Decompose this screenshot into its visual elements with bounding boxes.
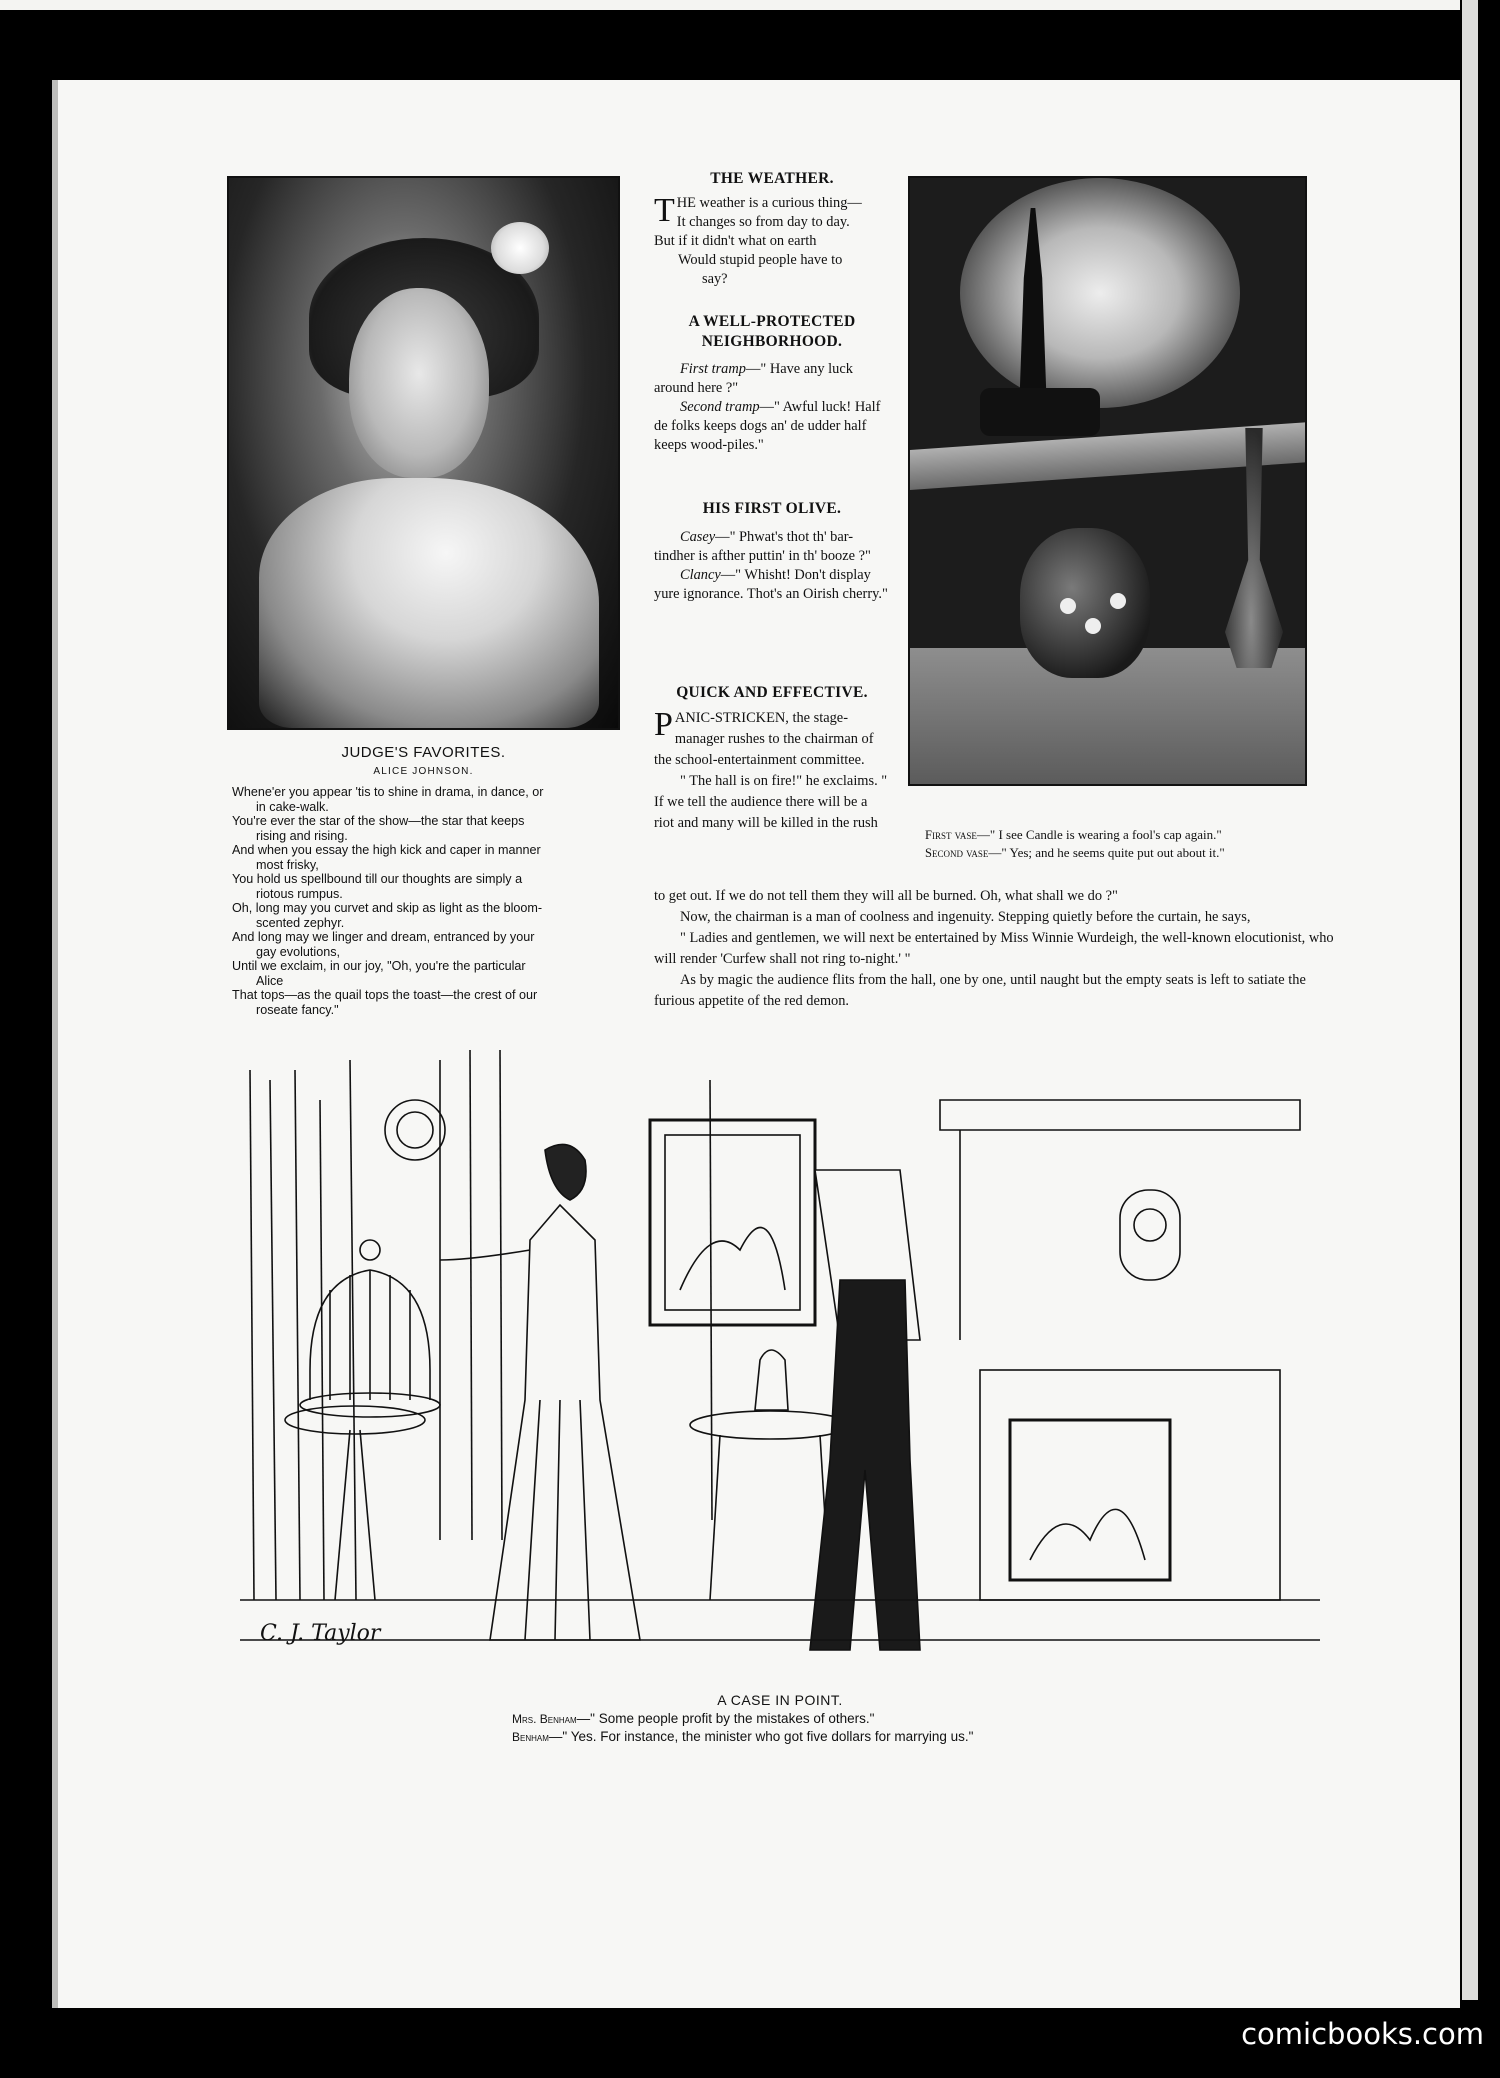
candle-glow	[960, 178, 1240, 408]
candle-base	[980, 388, 1100, 436]
effective-para-5: " Ladies and gentlemen, we will next be entertained by Miss Winnie Wurdeigh, the well-known elocutionist, who will render 'Curfew shall not ring to-night.' "	[654, 930, 1334, 967]
clancy-label: Clancy	[680, 567, 721, 583]
poem-lines	[232, 785, 627, 1017]
poem-line: gay evolutions,	[256, 944, 341, 959]
still-life-photo	[908, 176, 1307, 786]
benham-label: Benham	[512, 1730, 549, 1744]
poem-line: You're ever the star of the show—the star that keeps	[232, 814, 525, 828]
neighborhood-text	[654, 360, 890, 455]
effective-heading: QUICK AND EFFECTIVE.	[676, 684, 868, 701]
portrait-hair-flower	[491, 222, 549, 274]
jar-flower	[1060, 598, 1076, 614]
poem-line: Until we exclaim, in our joy, "Oh, you're the particular	[232, 959, 526, 973]
poem-line: in cake-walk.	[256, 799, 329, 814]
poem-line: You hold us spellbound till our thoughts are simply a	[232, 872, 523, 886]
poem-line: Alice	[256, 973, 284, 988]
weather-line-2: It changes so from day to day.	[676, 214, 850, 230]
portrait-caption-name: ALICE JOHNSON.	[373, 766, 474, 777]
effective-para-4: Now, the chairman is a man of coolness and ingenuity. Stepping quietly before the curtain, he says,	[680, 909, 1251, 925]
effective-dropcap: P	[654, 706, 673, 743]
scan-paper-edge	[0, 0, 1460, 10]
effective-para-2: " The hall is on fire!" he exclaims. " If we tell the audience there will be a riot and many will be killed in the rush	[654, 773, 888, 831]
favorites-poem	[232, 785, 627, 1017]
effective-text-column	[654, 708, 890, 834]
actress-portrait-photo	[227, 176, 620, 730]
first-vase-line: —" I see Candle is wearing a fool's cap again."	[976, 827, 1222, 842]
weather-line-4: Would stupid people have to	[678, 252, 843, 268]
weather-line-1: HE weather is a curious thing—	[676, 195, 862, 211]
poem-line: roseate fancy."	[256, 1002, 339, 1017]
first-tramp-label: First tramp	[680, 361, 746, 377]
second-tramp-line: —" Awful luck! Half de folks keeps dogs an' de udder half keeps wood-piles."	[654, 399, 881, 453]
case-in-point-illustration	[240, 1040, 1320, 1684]
second-vase-line: —" Yes; and he seems quite put out about it."	[988, 845, 1225, 860]
casey-line: —" Phwat's thot th' bar-tindher is afther puttin' in th' booze ?"	[654, 529, 871, 564]
effective-text-wide	[654, 886, 1344, 1012]
mrs-benham-label: Mrs. Benham	[512, 1712, 577, 1726]
second-vase-label: Second vase	[925, 846, 989, 860]
page-binding-edge	[52, 80, 58, 2008]
illustrator-signature: C. J. Taylor	[260, 1621, 381, 1646]
decorated-jar	[1020, 528, 1150, 678]
casey-label: Casey	[680, 529, 716, 545]
effective-para-6: As by magic the audience flits from the hall, one by one, until naught but the empty seats is left to satiate the furious appetite of the red demon.	[654, 972, 1306, 1009]
weather-line-3: But if it didn't what on earth	[654, 233, 817, 249]
vase-caption	[925, 826, 1345, 862]
illustration-caption-title: A CASE IN POINT.	[717, 1692, 843, 1708]
poem-line: That tops—as the quail tops the toast—the crest of our	[232, 988, 538, 1002]
jar-flower	[1110, 593, 1126, 609]
illustration-caption	[512, 1710, 1212, 1746]
first-tramp-line: —" Have any luck around here ?"	[654, 361, 853, 396]
portrait-feather-boa	[259, 478, 599, 728]
olive-text	[654, 528, 890, 604]
poem-line: riotous rumpus.	[256, 886, 343, 901]
poem-line: rising and rising.	[256, 828, 348, 843]
scan-right-shadow	[1478, 0, 1500, 2000]
poem-line: Oh, long may you curvet and skip as light as the bloom-	[232, 901, 543, 915]
benham-line: —" Yes. For instance, the minister who got five dollars for marrying us."	[548, 1729, 974, 1744]
weather-heading: THE WEATHER.	[710, 170, 834, 187]
weather-dropcap: T	[654, 192, 675, 229]
site-watermark: comicbooks.com	[1241, 2017, 1484, 2051]
portrait-face	[349, 288, 489, 478]
weather-poem	[654, 194, 890, 289]
effective-para-3: to get out. If we do not tell them they will all be burned. Oh, what shall we do ?"	[654, 888, 1118, 904]
poem-line: most frisky,	[256, 857, 319, 872]
weather-line-5: say?	[702, 271, 728, 287]
olive-heading: HIS FIRST OLIVE.	[702, 500, 842, 517]
neighborhood-heading: A WELL-PROTECTED NEIGHBORHOOD.	[688, 313, 856, 350]
first-vase-label: First vase	[925, 828, 977, 842]
poem-line: scented zephyr.	[256, 915, 345, 930]
mrs-benham-line: —" Some people profit by the mistakes of others."	[576, 1711, 875, 1726]
effective-para-1: ANIC-STRICKEN, the stage-manager rushes to the chairman of the school-entertainment committee.	[654, 710, 874, 768]
scan-top-border	[0, 0, 1500, 70]
jar-flower	[1085, 618, 1101, 634]
poem-line: And when you essay the high kick and caper in manner	[232, 843, 541, 857]
clancy-line: —" Whisht! Don't display yure ignorance. Thot's an Oirish cherry."	[654, 567, 888, 602]
portrait-caption-title: JUDGE'S FAVORITES.	[341, 744, 506, 761]
poem-line: And long may we linger and dream, entranced by your	[232, 930, 535, 944]
second-tramp-label: Second tramp	[680, 399, 760, 415]
poem-line: Whene'er you appear 'tis to shine in drama, in dance, or	[232, 785, 544, 799]
